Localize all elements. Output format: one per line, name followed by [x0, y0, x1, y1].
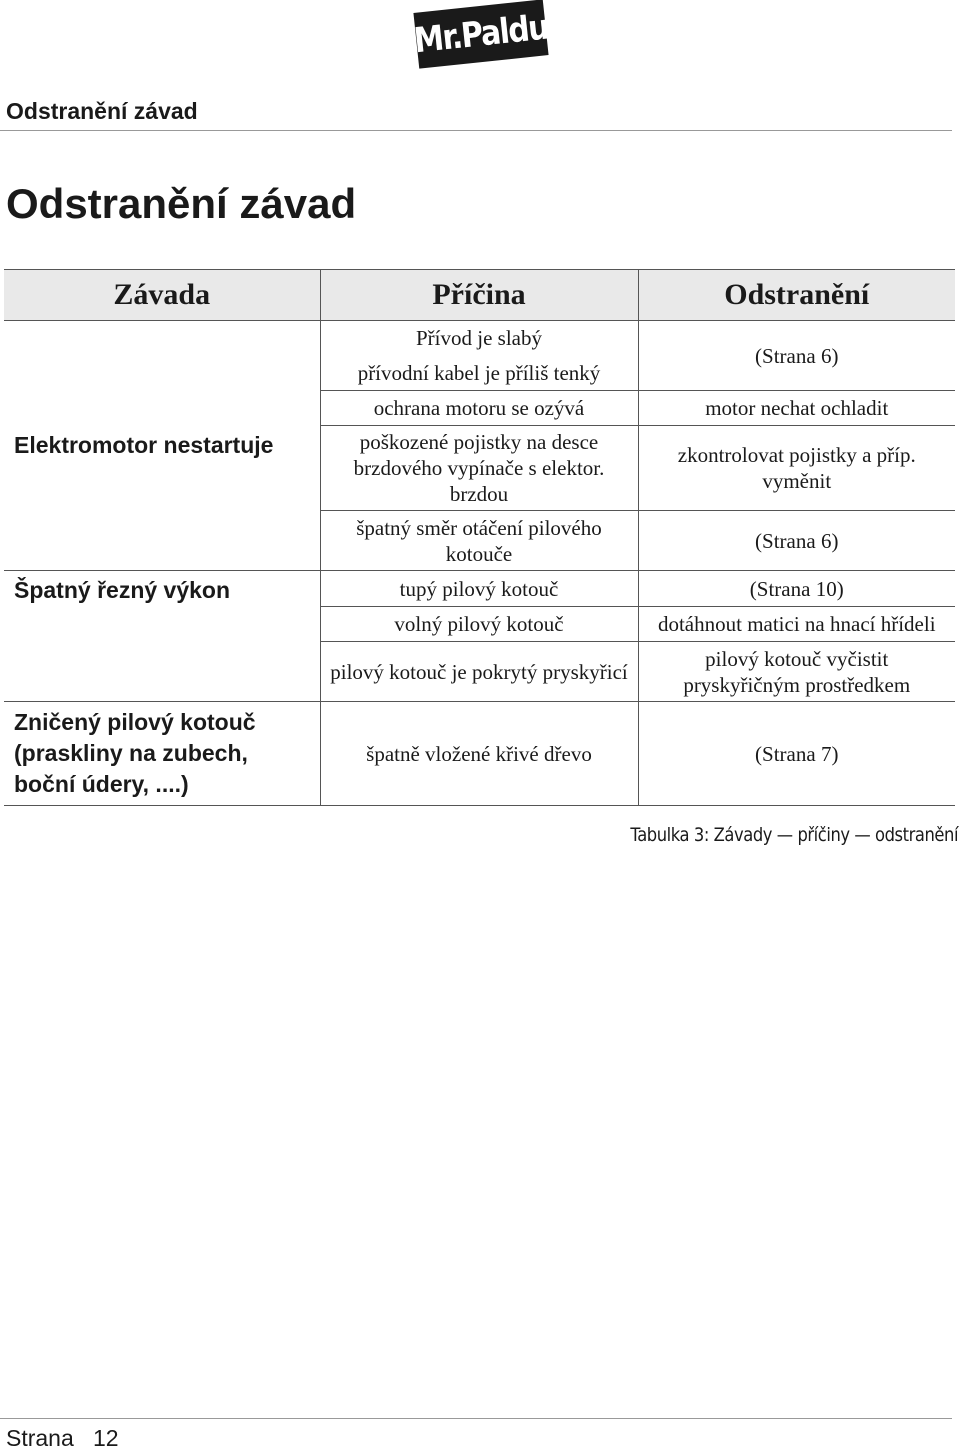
cause-cell: pilový kotouč je pokrytý pryskyřicí: [320, 642, 638, 702]
remedy-cell: dotáhnout matici na hnací hřídeli: [638, 607, 955, 642]
cause-cell: ochrana motoru se ozývá: [320, 391, 638, 426]
header-cause: Příčina: [320, 270, 638, 321]
remedy-cell: (Strana 7): [638, 702, 955, 806]
section-divider: [0, 130, 952, 131]
brand-logo: [413, 0, 548, 69]
cause-cell: špatně vložené křivé dřevo: [320, 702, 638, 806]
remedy-cell: motor nechat ochladit: [638, 391, 955, 426]
cause-cell: přívodní kabel je příliš tenký: [320, 356, 638, 391]
cause-cell: tupý pilový kotouč: [320, 571, 638, 607]
remedy-cell: (Strana 10): [638, 571, 955, 607]
table-caption: Tabulka 3: Závady — příčiny — odstranění: [630, 824, 958, 846]
fault-cell: Špatný řezný výkon: [4, 571, 320, 702]
table-header-row: [4, 270, 955, 321]
section-header: Odstranění závad: [6, 98, 198, 124]
remedy-cell: (Strana 6): [638, 511, 955, 571]
footer-divider: [0, 1418, 952, 1419]
header-remedy: Odstranění: [638, 270, 955, 321]
remedy-cell: zkontrolovat pojistky a příp. vyměnit: [638, 426, 955, 511]
page-number: 12: [92, 1425, 119, 1451]
fault-cell: Zničený pilový kotouč (praskliny na zubech, boční údery, ....): [4, 702, 320, 806]
cause-cell: Přívod je slabý: [320, 321, 638, 356]
remedy-cell: pilový kotouč vyčistit pryskyřičným prostředkem: [638, 642, 955, 702]
page-footer: [6, 1425, 119, 1452]
brand-logo-text: Mr.Paldu: [412, 6, 550, 62]
header-fault: Závada: [4, 270, 320, 321]
page-title: Odstranění závad: [6, 180, 357, 227]
table-row: [4, 571, 955, 607]
table-row: [4, 321, 955, 356]
cause-cell: volný pilový kotouč: [320, 607, 638, 642]
troubleshooting-table: [4, 269, 955, 806]
table-row: [4, 702, 955, 806]
fault-cell: Elektromotor nestartuje: [4, 321, 320, 571]
footer-label: Strana: [6, 1425, 74, 1451]
cause-cell: poškozené pojistky na desce brzdového vypínače s elektor. brzdou: [320, 426, 638, 511]
cause-cell: špatný směr otáčení pilového kotouče: [320, 511, 638, 571]
remedy-cell: (Strana 6): [638, 321, 955, 391]
